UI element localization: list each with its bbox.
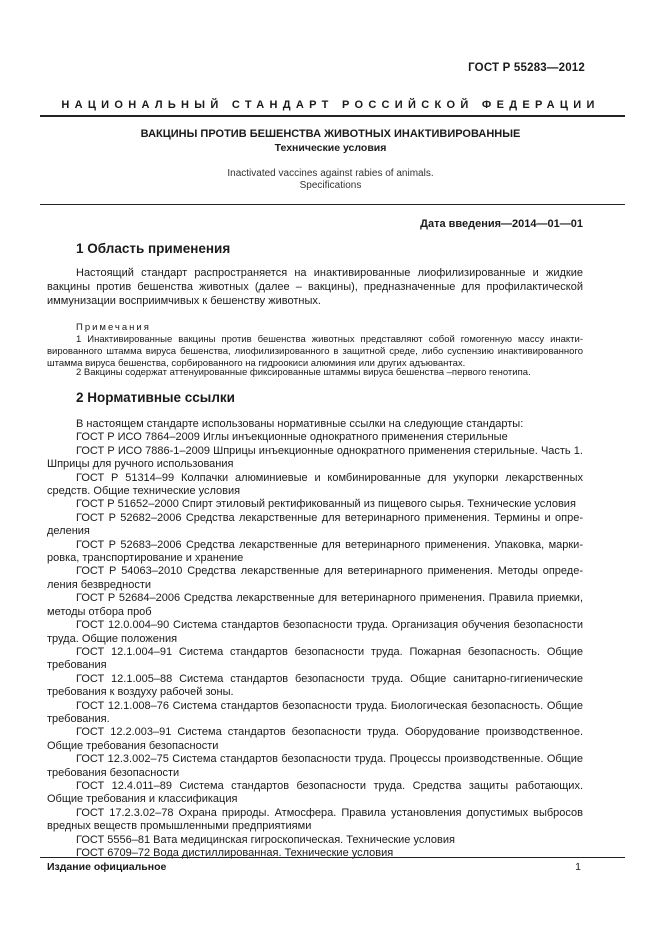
document-title-en: Inactivated vaccines against rabies of animals. xyxy=(227,168,434,179)
edition-label: Издание официальное xyxy=(47,861,167,873)
reference-item: ГОСТ 12.1.005–88 Система стандартов безопасности труда. Общие санитарно-гигиенические требования к воздуху рабочей зоны. xyxy=(47,672,583,699)
reference-item: ГОСТ 5556–81 Вата медицинская гигроскопическая. Технические условия xyxy=(76,833,455,846)
top-divider xyxy=(40,115,625,117)
document-subtitle-ru: Технические условия xyxy=(274,142,387,154)
footer-divider xyxy=(40,857,625,858)
reference-item: ГОСТ Р 51652–2000 Спирт этиловый ректификованный из пищевого сырья. Технические условия xyxy=(76,498,576,511)
note-2: 2 Вакцины содержат аттенуированные фиксированные штаммы вируса бешенства –первого генотипа. xyxy=(76,367,531,378)
reference-item: ГОСТ 12.1.004–91 Система стандартов безопасности труда. Пожарная безопасность. Общие требования xyxy=(47,645,583,672)
reference-item: ГОСТ Р ИСО 7886-1–2009 Шприцы инъекционные однократного применения стерильные. Часть 1. Шприцы для ручного использования xyxy=(47,444,583,471)
title-divider xyxy=(40,204,625,205)
document-subtitle-en: Specifications xyxy=(299,180,362,191)
gost-code: ГОСТ Р 55283—2012 xyxy=(468,62,585,74)
reference-item: ГОСТ 12.1.008–76 Система стандартов безопасности труда. Биологическая безопасность. Общие требования. xyxy=(47,699,583,725)
reference-item: ГОСТ Р 52682–2006 Средства лекарственные для ветеринарного применения. Термины и определения xyxy=(47,511,583,538)
reference-item: ГОСТ Р 52684–2006 Средства лекарственные для ветеринарного применения. Правила приемки, методы отбора проб xyxy=(47,592,583,618)
reference-item: ГОСТ 12.4.011–89 Система стандартов безопасности труда. Средства защиты работающих. Общие требования и классификация xyxy=(47,779,583,806)
national-standard-banner: НАЦИОНАЛЬНЫЙ СТАНДАРТ РОССИЙСКОЙ ФЕДЕРАЦИИ xyxy=(61,99,600,111)
page-number: 1 xyxy=(575,861,581,873)
reference-item: ГОСТ Р 54063–2010 Средства лекарственные для ветеринарного применения. Методы определения безвредности xyxy=(47,565,583,591)
reference-item: ГОСТ 17.2.3.02–78 Охрана природы. Атмосфера. Правила установления допустимых выбросов вредных веществ промышленными предприятиями xyxy=(47,806,583,833)
section-1-heading: 1 Область применения xyxy=(76,241,231,256)
section-1-paragraph: Настоящий стандарт распространяется на инактивированные лиофилизированные и жидкие вакцины против бешенства животных (далее – вакцины), предназначенные для профилактической иммунизации восприимчивых к бешенству животных. xyxy=(47,267,583,307)
reference-item: ГОСТ 6709–72 Вода дистиллированная. Технические условия xyxy=(76,847,394,859)
reference-item: ГОСТ Р 51314–99 Колпачки алюминиевые и комбинированные для укупорки лекарственных средств. Общие технические условия xyxy=(47,471,583,498)
reference-item: ГОСТ Р 52683–2006 Средства лекарственные для ветеринарного применения. Упаковка, маркировка, транспортирование и хранение xyxy=(47,538,583,565)
reference-item: ГОСТ Р ИСО 7864–2009 Иглы инъекционные однократного применения стерильные xyxy=(76,431,508,444)
section-2-heading: 2 Нормативные ссылки xyxy=(76,390,235,405)
reference-item: ГОСТ 12.2.003–91 Система стандартов безопасности труда. Оборудование производственное. Общие требования безопасности xyxy=(47,726,583,752)
document-title-ru: ВАКЦИНЫ ПРОТИВ БЕШЕНСТВА ЖИВОТНЫХ ИНАКТИВИРОВАННЫЕ xyxy=(140,128,521,140)
notes-heading: Примечания xyxy=(76,322,151,333)
reference-item: ГОСТ 12.0.004–90 Система стандартов безопасности труда. Организация обучения безопасности труда. Общие положения xyxy=(47,619,583,645)
introduction-date: Дата введения—2014—01—01 xyxy=(420,218,583,230)
references-list xyxy=(47,418,583,860)
note-1: 1 Инактивированные вакцины против бешенства животных представляют собой гомогенную массу инактивированного штамма вируса бешенства, лиофилизированного в защитной среде, либо суспензию инактивированного штамма вируса бешенства, сорбированного на гидроокиси алюминия или других адъювантах. xyxy=(47,334,583,369)
reference-item: ГОСТ 12.3.002–75 Система стандартов безопасности труда. Процессы производственные. Общие требования безопасности xyxy=(47,753,583,779)
references-intro: В настоящем стандарте использованы нормативные ссылки на следующие стандарты: xyxy=(76,418,524,430)
